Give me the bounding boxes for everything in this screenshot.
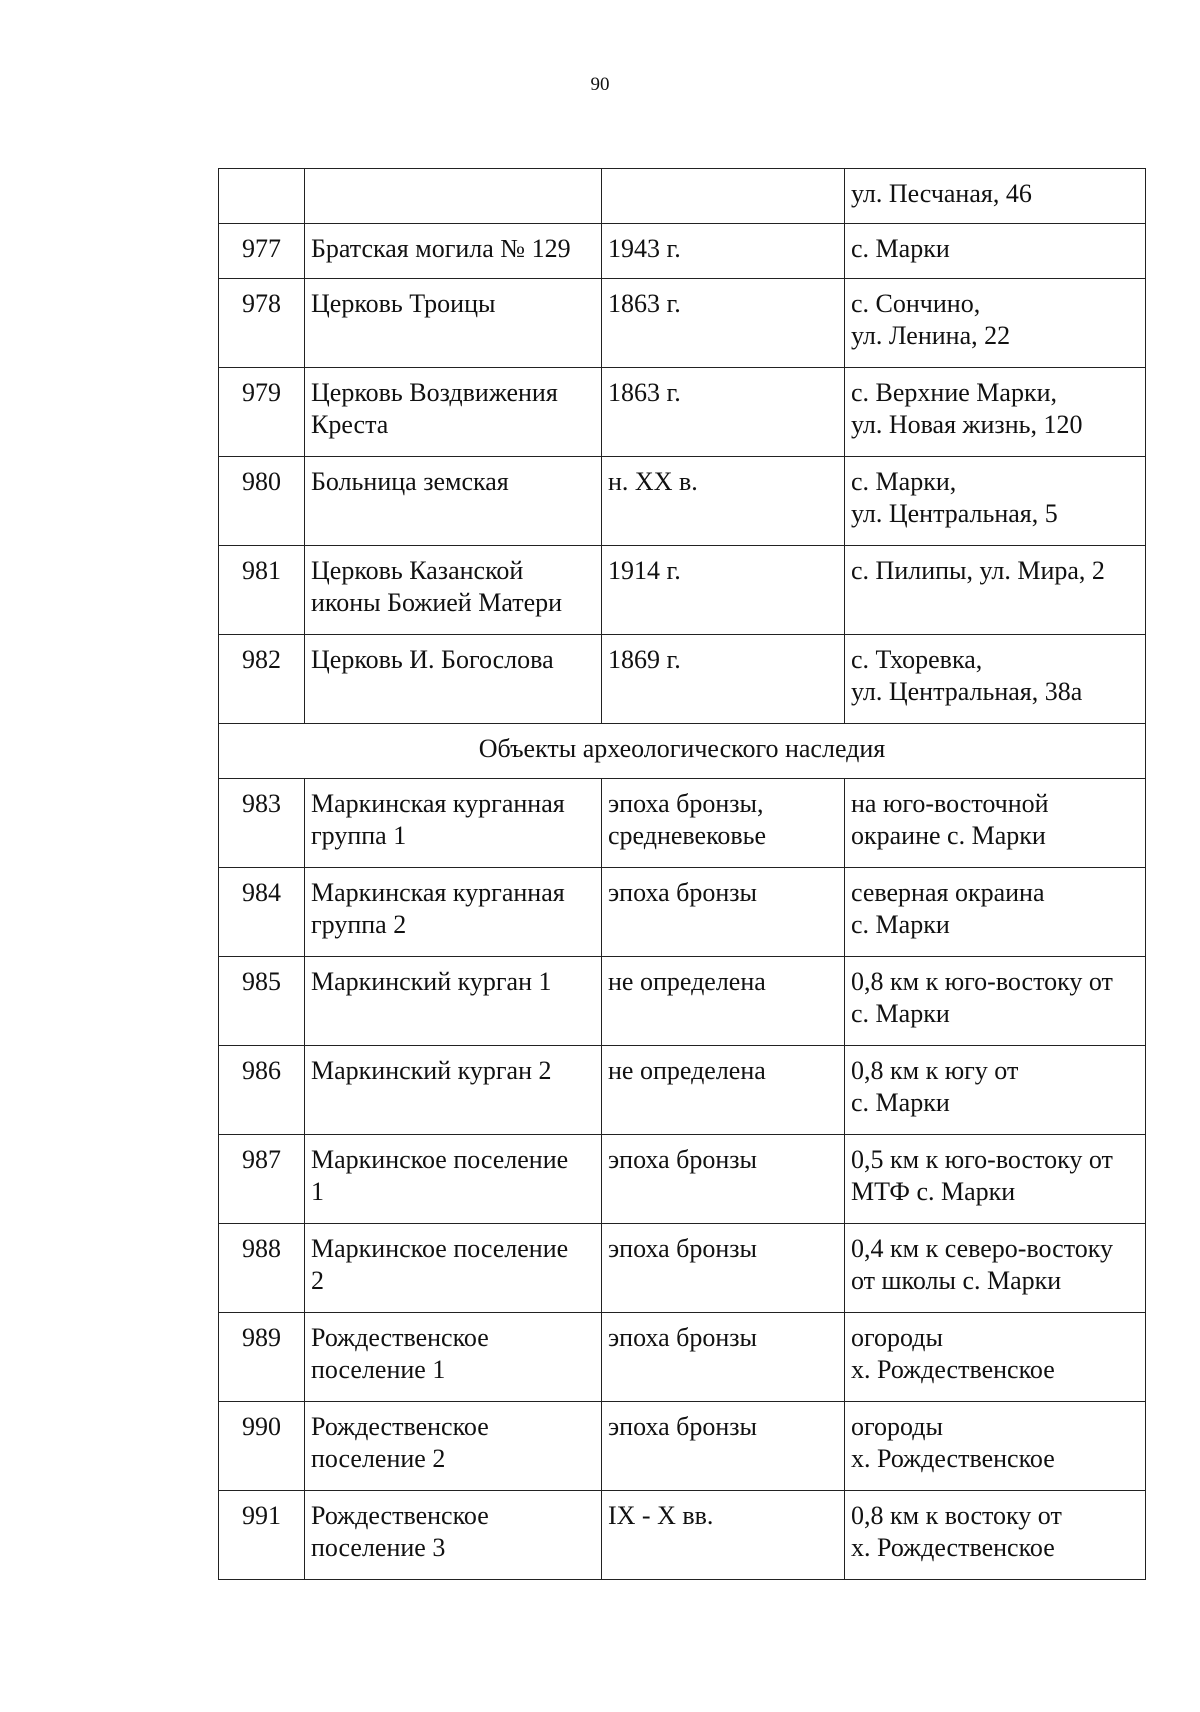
cell-address-line: с. Верхние Марки, <box>851 378 1057 407</box>
table-row <box>219 957 1146 1046</box>
cell-date <box>602 1046 845 1135</box>
cell-number: 991 <box>219 1491 305 1580</box>
cell-address-line: ул. Песчаная, 46 <box>851 179 1032 208</box>
cell-name-line: Рождественское <box>311 1323 489 1352</box>
cell-date <box>602 1402 845 1491</box>
cell-name <box>305 1135 602 1224</box>
cell-date <box>602 1224 845 1313</box>
cell-date-line: IX - X вв. <box>608 1501 714 1530</box>
cell-name <box>305 635 602 724</box>
cell-date-line: эпоха бронзы, <box>608 789 764 818</box>
cell-address <box>845 279 1146 368</box>
cell-address <box>845 457 1146 546</box>
cell-date <box>602 279 845 368</box>
cell-name-line: Маркинское поселение <box>311 1234 569 1263</box>
cell-number: 982 <box>219 635 305 724</box>
cell-date-line: эпоха бронзы <box>608 1323 758 1352</box>
cell-date-line: 1914 г. <box>608 556 681 585</box>
cell-address-line: х. Рождественское <box>851 1533 1055 1562</box>
cell-name-line: Маркинская курганная <box>311 789 565 818</box>
table-row <box>219 1402 1146 1491</box>
cell-name-line: Больница земская <box>311 467 509 496</box>
cell-date-line: эпоха бронзы <box>608 1412 758 1441</box>
cell-date <box>602 224 845 279</box>
cell-address-line: 0,4 км к северо-востоку <box>851 1234 1114 1263</box>
cell-name-line: группа 1 <box>311 821 407 850</box>
cell-number: 984 <box>219 868 305 957</box>
cell-name-line: Церковь Воздвижения <box>311 378 558 407</box>
cell-address-line: окраине с. Марки <box>851 821 1046 850</box>
cell-address-line: 0,8 км к востоку от <box>851 1501 1062 1530</box>
cell-name <box>305 457 602 546</box>
cell-address-line: с. Пилипы, ул. Мира, 2 <box>851 556 1105 585</box>
cell-date <box>602 169 845 224</box>
cell-name <box>305 169 602 224</box>
table-row <box>219 868 1146 957</box>
cell-name <box>305 224 602 279</box>
table-row <box>219 779 1146 868</box>
table-row <box>219 1313 1146 1402</box>
cell-address <box>845 957 1146 1046</box>
cell-address-line: ул. Новая жизнь, 120 <box>851 410 1083 439</box>
cell-address-line: 0,8 км к юго-востоку от <box>851 967 1113 996</box>
table-row <box>219 1135 1146 1224</box>
cell-date-line: не определена <box>608 1056 766 1085</box>
cell-date <box>602 546 845 635</box>
cell-address <box>845 635 1146 724</box>
cell-number <box>219 169 305 224</box>
cell-address-line: ул. Центральная, 38а <box>851 677 1083 706</box>
table-row <box>219 224 1146 279</box>
cell-date <box>602 1491 845 1580</box>
cell-date-line: 1869 г. <box>608 645 681 674</box>
registry-body <box>219 169 1146 1580</box>
heritage-registry-table <box>218 168 1146 1580</box>
cell-number: 988 <box>219 1224 305 1313</box>
cell-number: 981 <box>219 546 305 635</box>
cell-address-line: с. Сончино, <box>851 289 981 318</box>
cell-name <box>305 1313 602 1402</box>
cell-name <box>305 1224 602 1313</box>
cell-date <box>602 1313 845 1402</box>
cell-address-line: с. Марки <box>851 234 950 263</box>
table-row <box>219 635 1146 724</box>
cell-number: 983 <box>219 779 305 868</box>
page-number: 90 <box>590 74 610 95</box>
cell-name-line: поселение 3 <box>311 1533 446 1562</box>
cell-number: 980 <box>219 457 305 546</box>
cell-address-line: с. Марки <box>851 910 950 939</box>
cell-date <box>602 779 845 868</box>
cell-address-line: огороды <box>851 1412 943 1441</box>
cell-name-line: Церковь Казанской <box>311 556 524 585</box>
cell-date <box>602 457 845 546</box>
cell-name <box>305 279 602 368</box>
cell-number: 987 <box>219 1135 305 1224</box>
table-row <box>219 169 1146 224</box>
cell-name-line: Маркинское поселение <box>311 1145 569 1174</box>
cell-address-line: с. Марки <box>851 1088 950 1117</box>
cell-date-line: эпоха бронзы <box>608 1234 758 1263</box>
cell-address <box>845 368 1146 457</box>
cell-number: 990 <box>219 1402 305 1491</box>
cell-address <box>845 1224 1146 1313</box>
table-row <box>219 279 1146 368</box>
cell-address-line: с. Марки, <box>851 467 957 496</box>
cell-date-line: 1863 г. <box>608 378 681 407</box>
cell-date-line: эпоха бронзы <box>608 1145 758 1174</box>
cell-date-line: н. XX в. <box>608 467 698 496</box>
cell-address <box>845 1402 1146 1491</box>
cell-date <box>602 368 845 457</box>
cell-name-line: поселение 2 <box>311 1444 446 1473</box>
cell-name <box>305 1402 602 1491</box>
cell-name <box>305 368 602 457</box>
cell-address-line: огороды <box>851 1323 943 1352</box>
cell-name-line: 2 <box>311 1266 324 1295</box>
cell-address-line: ул. Ленина, 22 <box>851 321 1011 350</box>
table-row <box>219 1046 1146 1135</box>
cell-name <box>305 546 602 635</box>
cell-address <box>845 868 1146 957</box>
cell-number: 985 <box>219 957 305 1046</box>
cell-name-line: Креста <box>311 410 389 439</box>
cell-name-line: Рождественское <box>311 1501 489 1530</box>
cell-name-line: Братская могила № 129 <box>311 234 571 263</box>
cell-name <box>305 779 602 868</box>
cell-address-line: с. Марки <box>851 999 950 1028</box>
cell-date <box>602 957 845 1046</box>
table-row <box>219 457 1146 546</box>
cell-address-line: х. Рождественское <box>851 1444 1055 1473</box>
table-row <box>219 1491 1146 1580</box>
cell-address <box>845 546 1146 635</box>
cell-address-line: ул. Центральная, 5 <box>851 499 1058 528</box>
cell-address-line: х. Рождественское <box>851 1355 1055 1384</box>
cell-name-line: Маркинский курган 1 <box>311 967 552 996</box>
table-row <box>219 368 1146 457</box>
section-title: Объекты археологического наследия <box>219 724 1146 779</box>
cell-name <box>305 868 602 957</box>
cell-number: 977 <box>219 224 305 279</box>
cell-name-line: 1 <box>311 1177 324 1206</box>
cell-name-line: Рождественское <box>311 1412 489 1441</box>
cell-name-line: Маркинская курганная <box>311 878 565 907</box>
cell-address <box>845 1135 1146 1224</box>
cell-name-line: Церковь И. Богослова <box>311 645 554 674</box>
cell-address-line: северная окраина <box>851 878 1045 907</box>
cell-date <box>602 868 845 957</box>
cell-name-line: группа 2 <box>311 910 407 939</box>
cell-name <box>305 1491 602 1580</box>
cell-address-line: от школы с. Марки <box>851 1266 1062 1295</box>
cell-address <box>845 1313 1146 1402</box>
cell-address-line: МТФ с. Марки <box>851 1177 1016 1206</box>
cell-name-line: Церковь Троицы <box>311 289 496 318</box>
cell-date-line: эпоха бронзы <box>608 878 758 907</box>
section-header-row <box>219 724 1146 779</box>
cell-name-line: иконы Божией Матери <box>311 588 563 617</box>
table-row <box>219 546 1146 635</box>
cell-date <box>602 1135 845 1224</box>
cell-address-line: с. Тхоревка, <box>851 645 983 674</box>
cell-address-line: 0,8 км к югу от <box>851 1056 1019 1085</box>
cell-number: 989 <box>219 1313 305 1402</box>
cell-date <box>602 635 845 724</box>
cell-number: 978 <box>219 279 305 368</box>
cell-date-line: средневековье <box>608 821 767 850</box>
cell-address <box>845 169 1146 224</box>
cell-address-line: на юго-восточной <box>851 789 1049 818</box>
cell-address-line: 0,5 км к юго-востоку от <box>851 1145 1113 1174</box>
cell-date-line: 1943 г. <box>608 234 681 263</box>
cell-address <box>845 1491 1146 1580</box>
table-row <box>219 1224 1146 1313</box>
cell-address <box>845 1046 1146 1135</box>
cell-number: 986 <box>219 1046 305 1135</box>
cell-date-line: 1863 г. <box>608 289 681 318</box>
cell-address <box>845 779 1146 868</box>
cell-name <box>305 957 602 1046</box>
cell-date-line: не определена <box>608 967 766 996</box>
cell-name <box>305 1046 602 1135</box>
cell-number: 979 <box>219 368 305 457</box>
cell-name-line: поселение 1 <box>311 1355 446 1384</box>
cell-name-line: Маркинский курган 2 <box>311 1056 552 1085</box>
cell-address <box>845 224 1146 279</box>
